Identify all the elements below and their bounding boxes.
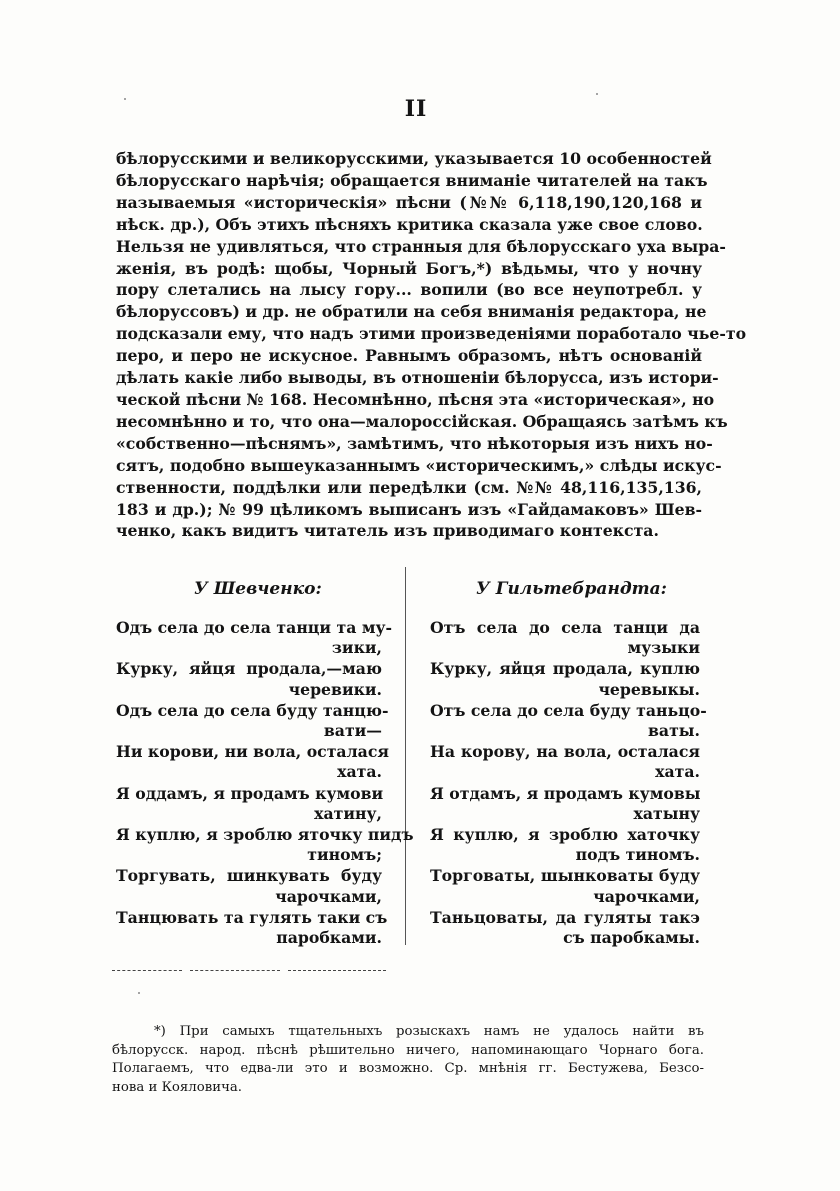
verse-line: Одъ села до села танци та му-: [116, 618, 393, 637]
verse-continuation: хата.: [337, 762, 382, 782]
text-line: несомнѣнно и то, что она—малороссійская. Обращаясь затѣмъ къ: [116, 411, 728, 431]
verse-continuation: зики,: [331, 638, 382, 658]
page-number: II: [404, 96, 428, 122]
verse-continuation: черевики.: [288, 679, 382, 699]
footnote-separator: [190, 970, 280, 971]
verse-line: Отъ села до села буду таньцо-: [430, 700, 707, 720]
text-line: бѣлорусскаго нарѣчія; обращается вниманіе читателей на такъ: [116, 170, 708, 190]
verse-continuation: хата.: [655, 762, 700, 782]
text-line: 183 и др.); № 99 цѣликомъ выписанъ изъ «Гайдамаковъ» Шев-: [116, 499, 702, 519]
footnote-line: Полагаемъ, что едва-ли это и возможно. Ср. мнѣнія гг. Бестужева, Безсо-: [112, 1061, 704, 1076]
verse-line: На корову, на вола, осталася: [430, 742, 700, 762]
verse-continuation: чарочками,: [275, 886, 382, 906]
verse-continuation: вати—: [323, 721, 382, 741]
verse-line: Отъ села до села танци да: [430, 618, 700, 637]
verse-continuation: паробками.: [276, 928, 382, 948]
verse-continuation: черевыкы.: [598, 679, 700, 699]
left-column-heading: У Шевченко:: [194, 579, 322, 599]
text-line: перо, и перо не искусное. Равнымъ образомъ, нѣтъ основаній: [116, 346, 702, 366]
verse-line: Торговаты, шынковаты буду: [430, 866, 700, 886]
text-line: ственности, поддѣлки или передѣлки (см. №№ 48,116,135,136,: [116, 477, 702, 497]
text-line: подсказали ему, что надъ этими произведеніями поработало чье-то: [116, 324, 747, 344]
print-speck: [138, 992, 140, 994]
verse-line: Таньцоваты, да гуляты такэ: [430, 907, 700, 927]
verse-line: Курку, яйця продала,—маю: [116, 659, 382, 679]
verse-line: Ни корови, ни вола, осталася: [116, 742, 389, 762]
verse-continuation: ваты.: [648, 721, 700, 741]
text-line: «собственно—пѣснямъ», замѣтимъ, что нѣкоторыя изъ нихъ но-: [116, 433, 713, 453]
verse-line: Торгувать, шинкувать буду: [116, 866, 382, 886]
text-line: бѣлоруссовъ) и др. не обратили на себя вниманія редактора, не: [116, 302, 707, 322]
verse-continuation: тиномъ;: [307, 845, 382, 865]
verse-line: Я оддамъ, я продамъ кумови: [116, 783, 384, 803]
footnote-line: нова и Кояловича.: [112, 1079, 243, 1095]
verse-line: Я куплю, я зроблю яточку пидъ: [116, 825, 414, 845]
text-line: женія, въ родѣ: щобы, Чорный Богъ,*) вѣдьмы, что у ночну: [116, 258, 702, 278]
footnote-separator: [112, 970, 182, 971]
text-line: ческой пѣсни № 168. Несомнѣнно, пѣсня эта «историческая», но: [116, 389, 715, 409]
text-line: бѣлорусскими и великорусскими, указывается 10 особенностей: [116, 149, 712, 168]
text-line: дѣлать какіе либо выводы, въ отношеніи бѣлорусса, изъ истори-: [116, 368, 719, 388]
footnote-line: *) При самыхъ тщательныхъ розыскахъ намъ не удалось найти въ: [154, 1024, 704, 1039]
right-column-heading: У Гильтебрандта:: [476, 579, 667, 599]
text-line: сятъ, подобно вышеуказаннымъ «историческимъ,» слѣды искус-: [116, 455, 722, 475]
verse-continuation: хатину,: [314, 803, 382, 823]
verse-line: Танцювать та гулять таки съ: [116, 907, 388, 927]
print-speck: [124, 98, 126, 100]
verse-line: Я куплю, я зроблю хаточку: [430, 825, 700, 845]
right-poem-column: [430, 618, 707, 948]
verse-line: Одъ села до села буду танцю-: [116, 700, 389, 720]
text-line: пору слетались на лысу гору... вопили (во все неупотребл. у: [116, 280, 702, 300]
print-speck: [596, 93, 598, 95]
left-poem-column: [116, 618, 414, 948]
text-line: называемыя «историческія» пѣсни (№№ 6,118,190,120,168 и: [116, 192, 702, 212]
verse-continuation: чарочками,: [593, 886, 700, 906]
text-line: нѣск. др.), Объ этихъ пѣсняхъ критика сказала уже свое слово.: [116, 214, 703, 234]
body-paragraph: [116, 148, 747, 542]
verse-continuation: музыки: [627, 638, 700, 658]
verse-line: Курку, яйця продала, куплю: [430, 659, 700, 679]
footnote-line: бѣлорусск. народ. пѣснѣ рѣшительно ничего, напоминающаго Чорнаго бога.: [112, 1042, 704, 1058]
text-line: Нельзя не удивляться, что странныя для бѣлорусскаго уха выра-: [116, 236, 726, 256]
footnote-separator: [288, 970, 386, 971]
verse-continuation: подъ тиномъ.: [575, 845, 700, 865]
column-divider: [405, 567, 406, 945]
verse-continuation: съ паробкамы.: [563, 928, 700, 948]
text-line: ченко, какъ видитъ читатель изъ приводимаго контекста.: [116, 521, 659, 541]
verse-line: Я отдамъ, я продамъ кумовы: [430, 783, 701, 803]
verse-continuation: хатыну: [633, 803, 700, 823]
footnote: [112, 1023, 704, 1097]
